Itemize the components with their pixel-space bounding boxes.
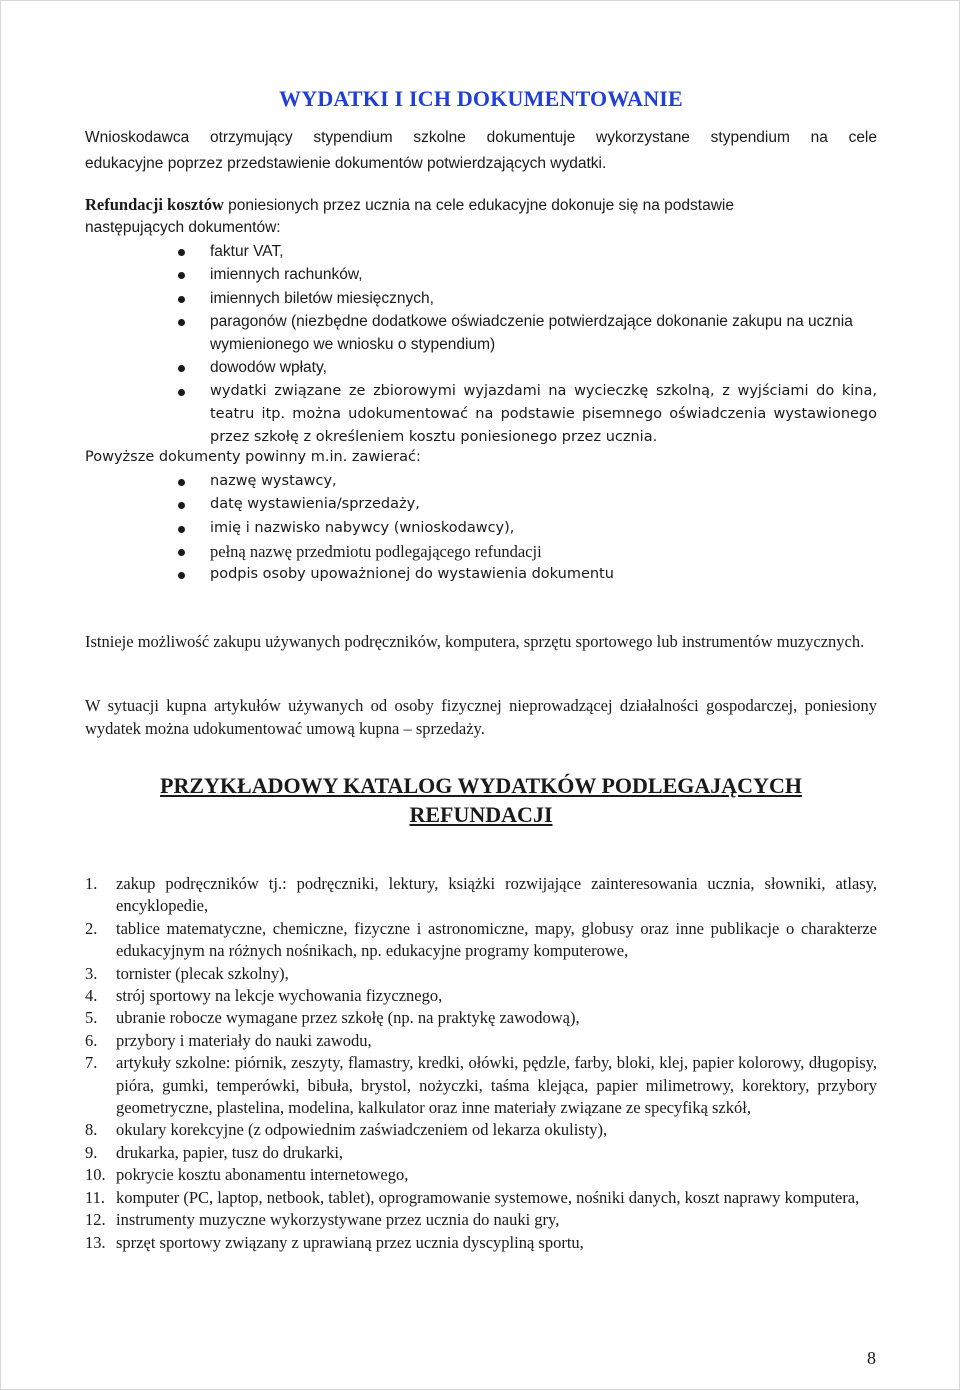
bullet-icon: [178, 479, 185, 486]
refund-rest: poniesionych przez ucznia na cele edukacyjne dokonuje się na podstawie: [223, 197, 734, 214]
list-item: 13. sprzęt sportowy związany z uprawianą przez ucznia dyscypliną sportu,: [85, 1232, 584, 1252]
bullet-icon: [178, 249, 185, 256]
list-item: dowodów wpłaty,: [85, 356, 877, 379]
list-item: 5. ubranie robocze wymagane przez szkołę (np. na praktykę zawodową),: [85, 1008, 580, 1028]
bullet-icon: [178, 526, 185, 533]
bullet-icon: [178, 549, 185, 556]
list-item: 1. zakup podręczników tj.: podręczniki, lektury, książki rozwijające zainteresowania ucznia, słowniki, atlasy, encyklopedie,: [85, 874, 877, 916]
list-item: 3. tornister (plecak szkolny),: [85, 963, 289, 983]
bullet-icon: [178, 389, 185, 396]
documents-list: [85, 240, 877, 450]
list-item: 2. tablice matematyczne, chemiczne, fizyczne i astronomiczne, mapy, globusy oraz inne publikacje o charakterze edukacyjnym na różnych nośnikach, np. edukacyjne programy komputerowe,: [85, 918, 877, 961]
bullet-icon: [178, 572, 185, 579]
list-item: pełną nazwę przedmiotu podlegającego refundacji: [85, 540, 877, 563]
list-item: 10. pokrycie kosztu abonamentu internetowego,: [85, 1165, 409, 1185]
refund-bold-lead: Refundacji kosztów: [85, 195, 224, 214]
list-item: 8. okulary korekcyjne (z odpowiednim zaświadczeniem od lekarza okulisty),: [85, 1120, 608, 1140]
bullet-icon: [178, 365, 185, 372]
contains-lead: Powyższe dokumenty powinny m.in. zawierać:: [85, 449, 421, 465]
list-item: datę wystawienia/sprzedaży,: [85, 493, 877, 516]
list-item: imię i nazwisko nabywcy (wnioskodawcy),: [85, 517, 877, 540]
list-item: imiennych biletów miesięcznych,: [85, 287, 877, 310]
page-number: 8: [867, 1348, 876, 1368]
list-item: imiennych rachunków,: [85, 263, 877, 286]
list-item: podpis osoby upoważnionej do wystawienia dokumentu: [85, 563, 877, 586]
fields-list: [85, 470, 877, 586]
list-item: paragonów (niezbędne dodatkowe oświadczenie potwierdzające dokonanie zakupu na ucznia wymienionego we wniosku o stypendium): [85, 310, 877, 357]
intro-line-1: Wnioskodawca otrzymujący stypendium szkolne dokumentuje wykorzystane stypendium na cele: [85, 129, 877, 146]
bullet-icon: [178, 502, 185, 509]
list-item: 9. drukarka, papier, tusz do drukarki,: [85, 1142, 344, 1162]
list-item: nazwę wystawcy,: [85, 470, 877, 493]
list-item: 7. artykuły szkolne: piórnik, zeszyty, flamastry, kredki, ołówki, pędzle, farby, bloki, klej, papier kolorowy, długopisy, pióra, gumki, temperówki, bibuła, brystol, nożyczki, taśma klejąca, papier milimetrowy, korektory, przybory geometryczne, plastelina, modelina, kalkulator oraz inne materiały związane ze specyfiką szkół,: [85, 1053, 877, 1118]
intro-line-2: edukacyjne poprzez przedstawienie dokumentów potwierdzających wydatki.: [85, 155, 607, 172]
list-item: 4. strój sportowy na lekcje wychowania fizycznego,: [85, 986, 443, 1006]
list-item: 11. komputer (PC, laptop, netbook, tablet), oprogramowanie systemowe, nośniki danych, koszt naprawy komputera,: [85, 1187, 860, 1207]
bullet-icon: [178, 319, 185, 326]
refund-paragraph-line-1: [85, 193, 877, 217]
private-purchase-paragraph: W sytuacji kupna artykułów używanych od osoby fizycznej nieprowadzącej działalności gospodarczej, poniesiony wydatek można udokumentować umową kupna – sprzedaży.: [85, 696, 877, 738]
list-item: 12. instrumenty muzyczne wykorzystywane przez ucznia do nauki gry,: [85, 1210, 560, 1230]
list-item: wydatki związane ze zbiorowymi wyjazdami na wycieczkę szkolną, z wyjściami do kina, teatru itp. można udokumentować na podstawie pisemnego oświadczenia wystawionego przez szkołę z określeniem kosztu poniesionego przez ucznia.: [85, 380, 877, 450]
list-item: 6. przybory i materiały do nauki zawodu,: [85, 1030, 372, 1050]
bullet-icon: [178, 272, 185, 279]
page-title: WYDATKI I ICH DOKUMENTOWANIE: [279, 86, 683, 111]
catalog-title-line-2: REFUNDACJI: [409, 802, 553, 827]
list-item: faktur VAT,: [85, 240, 877, 263]
bullet-icon: [178, 296, 185, 303]
catalog-list: [85, 873, 877, 1254]
refund-paragraph-line-2: następujących dokumentów:: [85, 219, 281, 236]
used-items-paragraph: Istnieje możliwość zakupu używanych podręczników, komputera, sprzętu sportowego lub instrumentów muzycznych.: [85, 632, 865, 651]
catalog-title-line-1: PRZYKŁADOWY KATALOG WYDATKÓW PODLEGAJĄCYCH: [160, 773, 802, 798]
